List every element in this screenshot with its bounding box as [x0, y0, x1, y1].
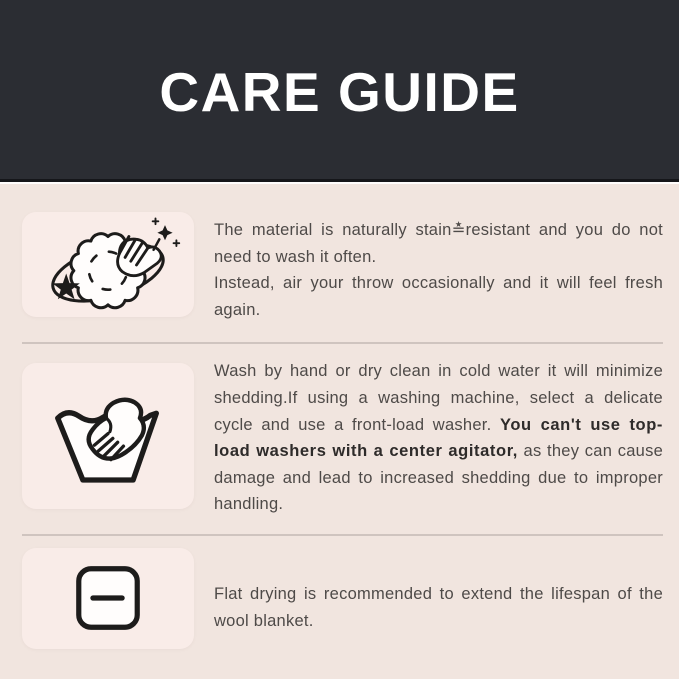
section-flat-dry — [22, 548, 663, 649]
header-band — [0, 0, 679, 179]
icon-card-hand-wash — [22, 363, 194, 509]
paragraph: The material is naturally stain≛resistant and you do not need to wash it often. — [214, 221, 663, 266]
section-divider — [22, 534, 663, 536]
flat-dry-icon — [75, 565, 141, 631]
hand-wash-icon — [50, 385, 166, 487]
bold-text-segment: You can't use top-load washers with a center agitator, — [214, 415, 664, 461]
text-segment: Wash by hand or dry clean in cold water it will minimize shedding.If using a washing machine, select a delicate cycle and use a front-load washer. — [214, 362, 663, 434]
paragraph: Instead, air your throw occasionally and it will feel fresh again. — [214, 274, 663, 319]
section-stain-resistant — [22, 212, 663, 323]
text-segment: as they can cause damage and lead to increased shedding due to improper handling. — [214, 442, 663, 514]
section-hand-wash — [22, 363, 663, 518]
section-divider — [22, 342, 663, 344]
stain-resistant-text — [214, 217, 663, 323]
icon-card-stain-resistant — [22, 212, 194, 317]
icon-card-flat-dry — [22, 548, 194, 649]
flat-dry-text — [214, 581, 663, 649]
page-title: CARE GUIDE — [159, 60, 520, 123]
paragraph — [214, 358, 663, 518]
wool-ball-sparkle-icon — [32, 215, 184, 315]
paragraph: Flat drying is recommended to extend the lifespan of the wool blanket. — [214, 584, 663, 630]
care-guide-body — [0, 184, 679, 679]
hand-wash-text — [214, 358, 663, 518]
